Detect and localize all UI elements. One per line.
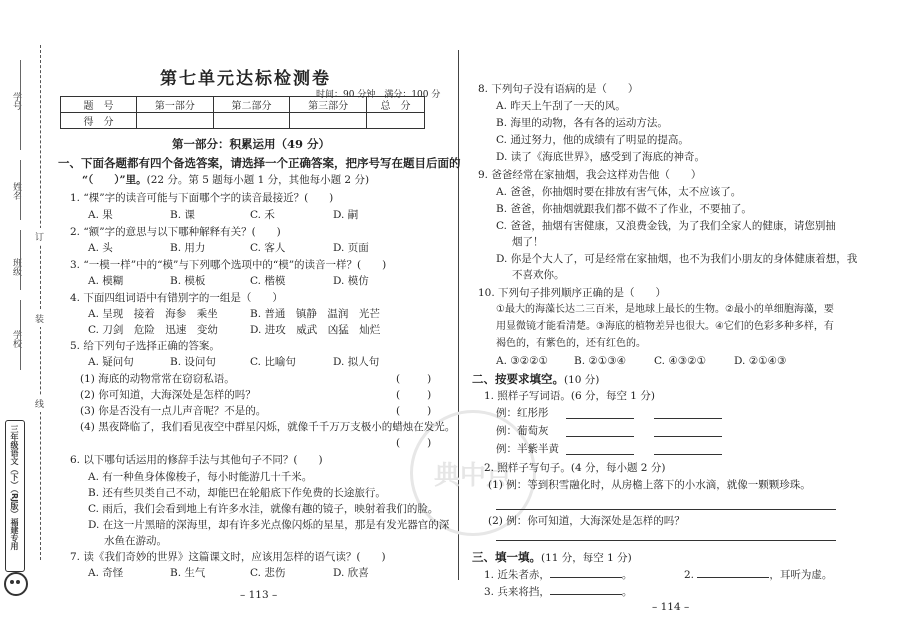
option-c[interactable]: C. 禾 xyxy=(250,209,275,221)
fill-question-1: 1. 近朱者赤， 。 xyxy=(484,569,633,581)
option-c[interactable]: C. 悲伤 xyxy=(250,567,286,579)
question-5-item-2: (2) 你可知道，大海深处是怎样的吗？ xyxy=(80,389,256,401)
option-a[interactable]: A. 爸爸，你抽烟时要在排放有害气体，太不应该了。 xyxy=(496,186,742,198)
option-a[interactable]: A. 果 xyxy=(88,209,113,221)
time-score: 时间：90 分钟 满分：100 分 xyxy=(316,90,441,100)
cut-char-xian: 线 xyxy=(35,395,44,412)
option-b[interactable]: B. 用力 xyxy=(170,242,206,254)
question-4-options-row2 xyxy=(88,323,448,337)
option-c[interactable]: C. 爸爸，抽烟有害健康，又浪费金钱，为了我们全家人的健康，请您别抽 xyxy=(496,220,836,232)
answer-blank[interactable] xyxy=(654,436,722,437)
answer-blank[interactable] xyxy=(697,577,769,578)
section2-question-2: 2. 照样子写句子。(4 分，每小题 2 分) xyxy=(484,462,666,474)
option-a[interactable]: A. 奇怪 xyxy=(88,567,124,579)
option-b[interactable]: B. 生气 xyxy=(170,567,206,579)
score-input-part1[interactable] xyxy=(137,113,214,129)
question-5: 5. 给下列句子选择正确的答案。 xyxy=(70,340,220,352)
page-number-right: – 114 – xyxy=(652,601,690,613)
score-cell: 第三部分 xyxy=(290,97,367,113)
mascot-icon xyxy=(4,572,28,596)
section3-heading: 三、填一填。(11 分，每空 1 分) xyxy=(472,550,632,564)
answer-blank[interactable] xyxy=(550,577,622,578)
option-d[interactable]: D. 模仿 xyxy=(333,275,369,287)
question-2: 2. “额”字的意思与以下哪种解释有关？( ) xyxy=(70,226,281,238)
option-d[interactable]: D. 拟人句 xyxy=(333,356,380,368)
page-title: 第七单元达标检测卷 xyxy=(160,69,331,89)
option-a[interactable]: A. 昨天上午刮了一天的风。 xyxy=(496,100,626,112)
answer-paren[interactable]: ( ) xyxy=(396,373,434,385)
option-d-continued: 水鱼在游动。 xyxy=(104,535,167,547)
question-1: 1. “棵”字的读音可能与下面哪个字的读音最接近？( ) xyxy=(70,192,334,204)
question-5-item-4: (4) 黑夜降临了，我们看见夜空中群星闪烁，就像千千万万支极小的蜡烛在发光。 xyxy=(80,421,456,433)
sentence-example-1: (1) 例：等到积雪融化时，从房檐上落下的小水滴，就像一颗颗珍珠。 xyxy=(488,479,811,491)
question-3-options xyxy=(88,274,448,288)
watermark-text: 典中点 xyxy=(433,461,512,491)
label-class: 班级 xyxy=(11,258,21,276)
answer-blank[interactable] xyxy=(566,436,634,437)
question-10: 10. 下列句子排列顺序正确的是（ ） xyxy=(478,287,667,299)
option-a[interactable]: A. 头 xyxy=(88,242,113,254)
fill-question-3: 3. 兵来将挡， 。 xyxy=(484,586,633,598)
option-d[interactable]: D. 读了《海底世界》，感受到了海底的神奇。 xyxy=(496,151,705,163)
part1-heading: 第一部分：积累运用（49 分） xyxy=(172,137,331,151)
question-7-options xyxy=(88,566,448,580)
option-d[interactable]: D. 你是个大人了，可是经常在家抽烟，也不为我们小朋友的身体健康着想，我 xyxy=(496,253,858,265)
option-c-continued: 烟了！ xyxy=(512,236,544,248)
score-input-part3[interactable] xyxy=(290,113,367,129)
option-d[interactable]: D. 在这一片黑暗的深海里，却有许多光点像闪烁的星星，那是有发光器官的深 xyxy=(88,519,450,531)
section2-question-1: 1. 照样子写词语。(6 分，每空 1 分) xyxy=(484,390,655,402)
book-label: 三年级语文（下）（RJ版）福建专用 xyxy=(5,420,25,572)
option-a[interactable]: A. 疑问句 xyxy=(88,356,134,368)
answer-blank[interactable] xyxy=(566,454,634,455)
question-4-options-row1 xyxy=(88,307,448,321)
binding-sidebar xyxy=(0,0,50,620)
page-number-left: – 113 – xyxy=(240,589,278,601)
question-5-item-3: (3) 你是否没有一点儿声音呢？不是的。 xyxy=(80,405,267,417)
score-cell: 第二部分 xyxy=(213,97,290,113)
option-a[interactable]: A. 呈现 接着 海参 乘坐 xyxy=(88,308,218,320)
label-student-id: 学号 xyxy=(11,92,21,110)
example-2: 例：葡萄灰 xyxy=(496,425,549,437)
blank-class xyxy=(20,230,21,290)
answer-blank[interactable] xyxy=(550,594,622,595)
section1-heading-line2: “（ ）”里。(22 分。第 5 题每小题 1 分，其他每小题 2 分) xyxy=(82,174,370,186)
answer-paren[interactable]: ( ) xyxy=(396,437,434,449)
answer-blank[interactable] xyxy=(654,418,722,419)
option-b[interactable]: B. 课 xyxy=(170,209,195,221)
option-c[interactable]: C. 通过努力，他的成绩有了明显的提高。 xyxy=(496,134,689,146)
score-input-total[interactable] xyxy=(367,113,425,129)
option-b[interactable]: B. 普通 镇静 温润 光芒 xyxy=(250,308,380,320)
score-cell: 得 分 xyxy=(61,113,137,129)
question-7: 7. 读《我们奇妙的世界》这篇课文时，应该用怎样的语气读？( ) xyxy=(70,551,386,563)
question-10-text-3: 褐色的，有紫色的，还有红色的。 xyxy=(496,338,646,349)
option-b[interactable]: B. ②①③④ xyxy=(574,355,627,367)
label-name: 姓名 xyxy=(11,182,21,200)
score-cell: 题 号 xyxy=(61,97,137,113)
score-table-score-row xyxy=(61,113,425,129)
answer-blank[interactable] xyxy=(654,454,722,455)
cut-char-ding: 订 xyxy=(35,228,44,245)
blank-name xyxy=(20,160,21,220)
question-9: 9. 爸爸经常在家抽烟，我会这样劝告他（ ） xyxy=(478,169,702,181)
option-d[interactable]: D. 页面 xyxy=(333,242,369,254)
option-a[interactable]: A. 有一种鱼身体像梭子，每小时能游几十千米。 xyxy=(88,471,313,483)
label-school: 学校 xyxy=(11,330,21,348)
option-d-continued: 不喜欢你。 xyxy=(512,269,565,281)
example-3: 例：半紫半黄 xyxy=(496,443,559,455)
option-b[interactable]: B. 设问句 xyxy=(170,356,216,368)
question-8: 8. 下列句子没有语病的是（ ） xyxy=(478,83,639,95)
option-c[interactable]: C. 客人 xyxy=(250,242,286,254)
answer-paren[interactable]: ( ) xyxy=(396,389,434,401)
question-10-text-2: 用显微镜才能看清楚。③海底的植物差异也很大。④它们的色彩多种多样，有 xyxy=(496,321,834,332)
option-b[interactable]: B. 还有些贝类自己不动，却能巴在轮船底下作免费的长途旅行。 xyxy=(88,487,386,499)
question-2-options xyxy=(88,241,448,255)
section1-heading-line1: 一、下面各题都有四个备选答案，请选择一个正确答案，把序号写在题目后面的 xyxy=(58,156,461,170)
score-cell: 总 分 xyxy=(367,97,425,113)
option-a[interactable]: A. ③②②① xyxy=(496,355,548,367)
blank-student-id xyxy=(20,60,21,150)
option-d[interactable]: D. 进攻 威武 凶猛 灿烂 xyxy=(250,324,381,336)
question-1-options xyxy=(88,208,448,222)
question-5-item-1: (1) 海底的动物常常在窃窃私语。 xyxy=(80,373,235,385)
option-c[interactable]: C. 楷模 xyxy=(250,275,286,287)
example-1: 例：红彤彤 xyxy=(496,407,549,419)
option-d[interactable]: D. 嗣 xyxy=(333,209,359,221)
option-c[interactable]: C. 雨后，我们会看到地上有许多水洼，就像有趣的镜子，映射着我们的脸。 xyxy=(88,503,439,515)
score-cell: 第一部分 xyxy=(137,97,214,113)
score-table-header-row xyxy=(61,97,425,113)
cut-line xyxy=(40,45,41,560)
option-c[interactable]: C. ④③②① xyxy=(654,355,706,367)
option-d[interactable]: D. 欣喜 xyxy=(333,567,369,579)
option-a[interactable]: A. 模糊 xyxy=(88,275,124,287)
blank-school xyxy=(20,300,21,370)
sentence-example-2: (2) 例：你可知道，大海深处是怎样的吗？ xyxy=(488,515,685,527)
option-c[interactable]: C. 比喻句 xyxy=(250,356,296,368)
fill-question-2: 2. ，耳听为虚。 xyxy=(684,569,833,581)
sentence-answer-line[interactable] xyxy=(496,540,836,541)
cut-char-zhuang: 装 xyxy=(35,310,44,327)
question-5-options xyxy=(88,355,448,369)
question-10-options xyxy=(496,354,856,368)
option-d[interactable]: D. ②①④③ xyxy=(734,355,787,367)
sentence-answer-line[interactable] xyxy=(496,509,836,510)
question-4: 4. 下面四组词语中有错别字的一组是（ ） xyxy=(70,292,283,304)
question-3: 3. “一模一样”中的“模”与下列哪个选项中的“模”的读音一样？( ) xyxy=(70,259,387,271)
question-6: 6. 以下哪句话运用的修辞手法与其他句子不同？( ) xyxy=(70,454,323,466)
question-10-text-1: ①最大的海藻长达二三百米，是地球上最长的生物。②最小的单细胞海藻，要 xyxy=(496,304,834,315)
option-b[interactable]: B. 模板 xyxy=(170,275,206,287)
option-b[interactable]: B. 爸爸，你抽烟就跟我们都不做不了作业，不要抽了。 xyxy=(496,203,752,215)
section2-heading: 二、按要求填空。(10 分) xyxy=(472,372,600,386)
score-input-part2[interactable] xyxy=(213,113,290,129)
score-table xyxy=(60,96,425,129)
option-c[interactable]: C. 刀剑 危险 迅速 变幼 xyxy=(88,324,218,336)
option-b[interactable]: B. 海里的动物，各有各的运动方法。 xyxy=(496,117,668,129)
answer-paren[interactable]: ( ) xyxy=(396,405,434,417)
answer-blank[interactable] xyxy=(566,418,634,419)
